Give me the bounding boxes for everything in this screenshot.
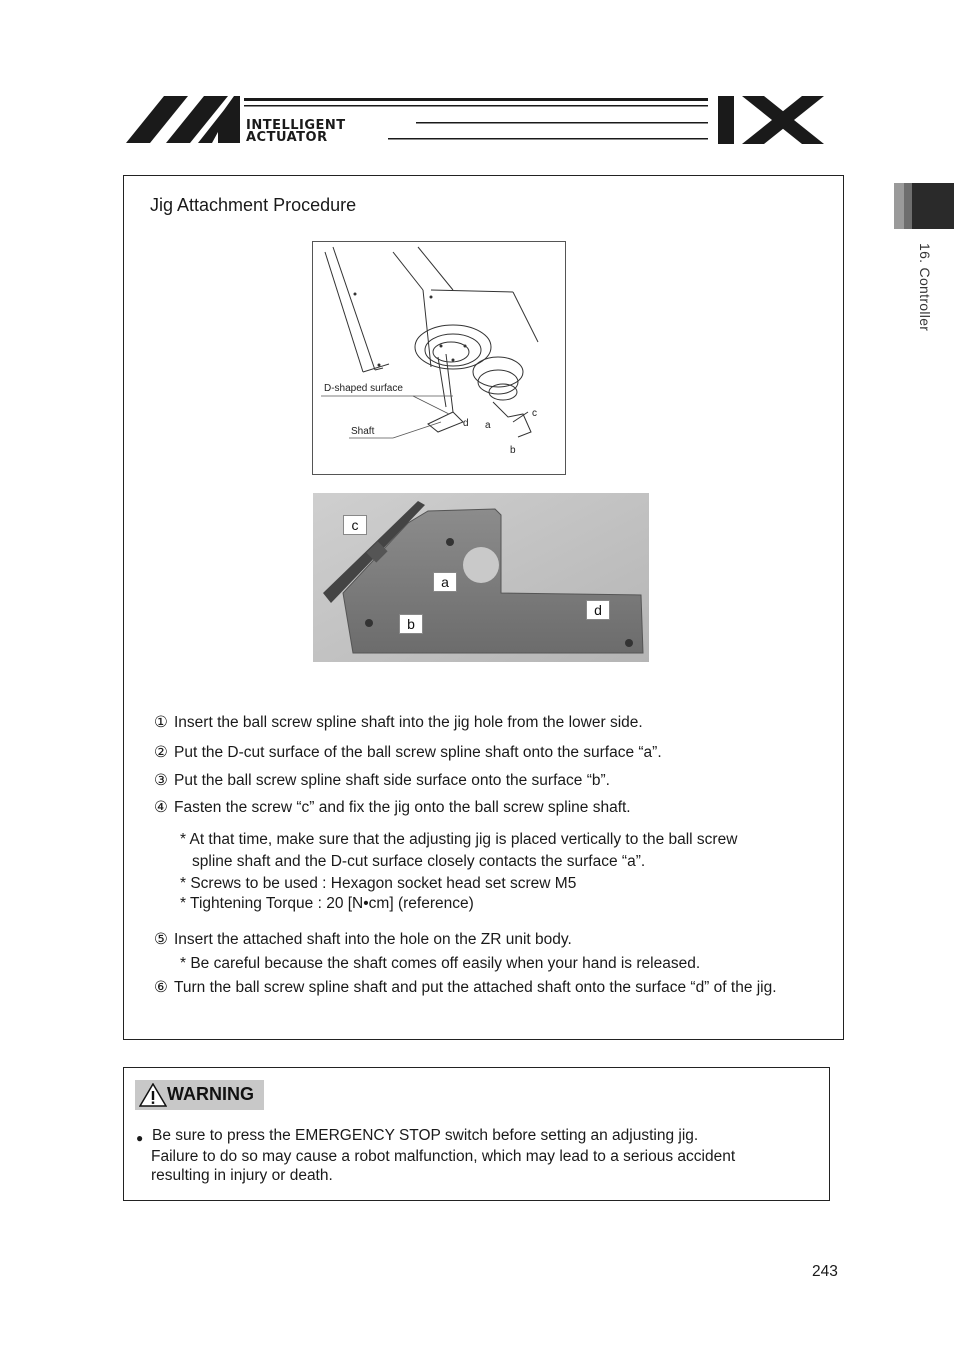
d-shaped-surface-label: D-shaped surface — [324, 383, 403, 394]
step-number: ③ — [154, 772, 168, 789]
photo-tag-a: a — [433, 572, 457, 592]
chapter-label: 16. Controller — [917, 243, 933, 332]
photo-tag-c: c — [343, 515, 367, 535]
photo-tag-d: d — [586, 600, 610, 620]
warning-label: WARNING — [167, 1084, 254, 1104]
step-text: Turn the ball screw spline shaft and put the attached shaft onto the surface “d” of the jig. — [174, 979, 777, 996]
step-number: ② — [154, 744, 168, 761]
step-4-note: * Tightening Torque : 20 [N•cm] (reference) — [180, 895, 474, 912]
warning-line: Failure to do so may cause a robot malfunction, which may lead to a serious accident — [151, 1148, 736, 1165]
step-text: Put the D-cut surface of the ball screw spline shaft onto the surface “a”. — [174, 744, 662, 761]
page-number: 243 — [812, 1263, 838, 1280]
step-number: ① — [154, 714, 168, 731]
bullet-icon: ● — [136, 1131, 144, 1145]
label-a: a — [485, 420, 491, 431]
step-4-note: * Screws to be used : Hexagon socket head set screw M5 — [180, 875, 577, 892]
warning-line: Be sure to press the EMERGENCY STOP switch before setting an adjusting jig. — [152, 1127, 699, 1144]
step-text: Fasten the screw “c” and fix the jig onto the ball screw spline shaft. — [174, 799, 631, 816]
warning-badge — [135, 1080, 264, 1110]
step-5-note: * Be careful because the shaft comes off easily when your hand is released. — [180, 955, 701, 972]
step-1 — [154, 713, 643, 732]
ix-product-mark-icon — [716, 92, 836, 148]
warning-triangle-icon — [139, 1083, 167, 1107]
shaft-label: Shaft — [351, 426, 375, 437]
label-d: d — [463, 418, 469, 429]
chapter-tab — [894, 183, 954, 229]
step-text: Put the ball screw spline shaft side surface onto the surface “b”. — [174, 772, 610, 789]
step-5 — [154, 930, 572, 949]
jig-photo — [313, 493, 649, 662]
step-2 — [154, 743, 662, 762]
step-number: ⑤ — [154, 931, 168, 948]
warning-box — [123, 1067, 830, 1201]
step-text: Insert the ball screw spline shaft into the jig hole from the lower side. — [174, 714, 643, 731]
photo-tag-b: b — [399, 614, 423, 634]
warning-line: resulting in injury or death. — [151, 1167, 333, 1184]
procedure-title: Jig Attachment Procedure — [150, 195, 357, 215]
actuator-drawing-icon — [313, 242, 566, 475]
page-header — [126, 92, 826, 148]
step-4-note: * At that time, make sure that the adjusting jig is placed vertically to the ball screw — [180, 831, 738, 848]
step-number: ④ — [154, 799, 168, 816]
step-6 — [154, 978, 777, 997]
label-b: b — [510, 445, 516, 456]
jig-diagram — [312, 241, 566, 475]
step-number: ⑥ — [154, 979, 168, 996]
step-3 — [154, 771, 610, 790]
label-c: c — [532, 408, 537, 419]
step-4 — [154, 798, 631, 817]
step-text: Insert the attached shaft into the hole on the ZR unit body. — [174, 931, 572, 948]
brand-name-line1: INTELLIGENT — [246, 118, 346, 133]
procedure-box — [123, 175, 844, 1040]
step-4-note: spline shaft and the D-cut surface closely contacts the surface “a”. — [192, 853, 646, 870]
brand-name-line2: ACTUATOR — [246, 130, 328, 145]
